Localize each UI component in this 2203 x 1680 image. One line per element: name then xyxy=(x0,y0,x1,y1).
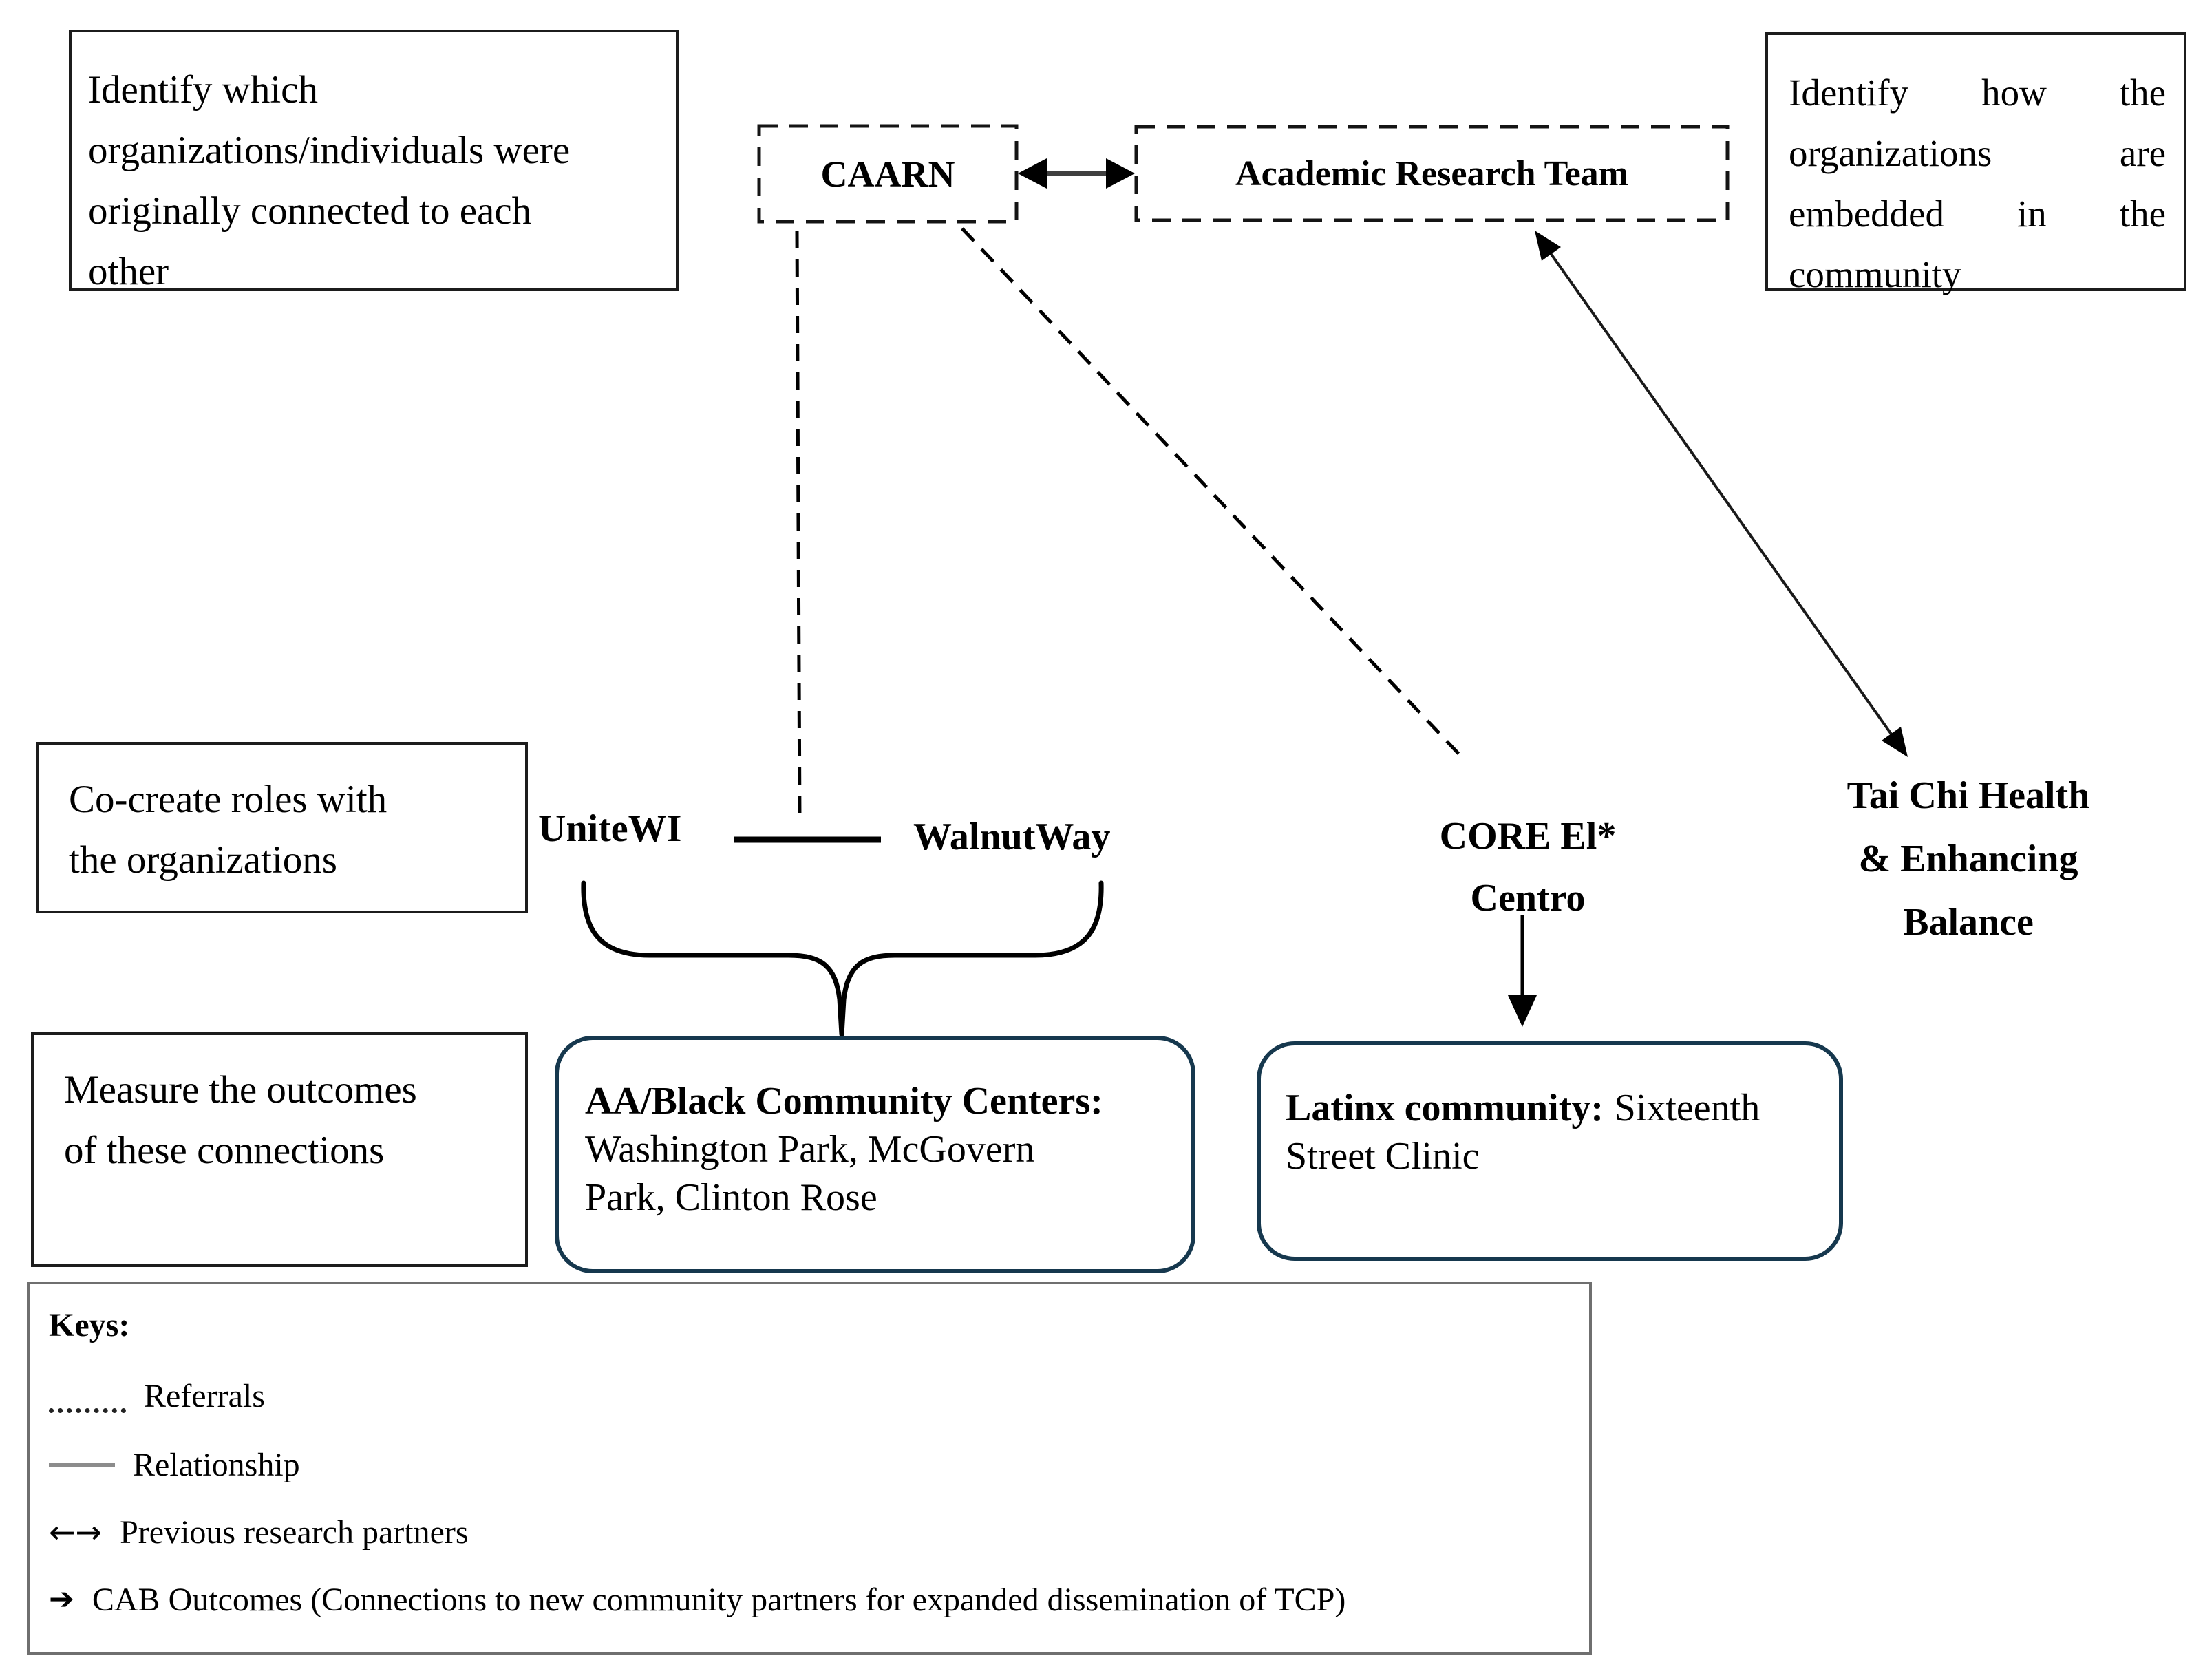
node-caarn-label: CAARN xyxy=(820,153,955,195)
annotation-line: embedded in the xyxy=(1789,193,2166,235)
legend-label: Referrals xyxy=(144,1377,265,1414)
annotation-cocreate xyxy=(36,742,528,913)
art-taichi-double-arrow-icon xyxy=(1535,231,1908,757)
grouping-brace-icon xyxy=(584,883,1101,1034)
legend-label: CAB Outcomes (Connections to new community partners for expanded dissemination of TCP) xyxy=(92,1581,1346,1618)
legend-title: Keys: xyxy=(49,1307,130,1343)
annotation-line: Measure the outcomes xyxy=(64,1068,417,1112)
aa-black-title: AA/Black Community Centers: xyxy=(585,1080,1103,1123)
legend-item-relationship xyxy=(49,1444,300,1485)
annotation-identify-embedded xyxy=(1765,32,2186,295)
node-walnutway-label: WalnutWay xyxy=(913,816,1111,858)
core-latinx-arrow-icon xyxy=(1508,915,1537,1027)
annotation-identify-connections xyxy=(69,30,679,291)
legend-label: Previous research partners xyxy=(120,1513,469,1551)
node-taichi-line: Balance xyxy=(1903,901,2034,944)
node-caarn xyxy=(759,126,1017,222)
node-core-line: Centro xyxy=(1470,877,1586,919)
node-unitewi-label: UniteWI xyxy=(538,807,682,850)
dotted-line-icon xyxy=(49,1390,126,1413)
legend-box xyxy=(27,1282,1592,1655)
node-walnutway xyxy=(913,815,1110,859)
node-core-line: CORE El* xyxy=(1439,815,1617,858)
legend-item-previous-research-partners xyxy=(49,1511,469,1553)
caarn-core-referral-line xyxy=(962,228,1462,757)
annotation-line: of these connections xyxy=(64,1129,385,1172)
node-academic-research-team xyxy=(1136,127,1727,220)
annotation-line: organizations are xyxy=(1789,132,2166,174)
outcome-box-latinx-community xyxy=(1257,1041,1843,1261)
legend-item-cab-outcomes xyxy=(49,1579,1345,1620)
annotation-line: organizations/individuals were xyxy=(88,129,571,172)
aa-black-body: Washington Park, McGovern Park, Clinton Rose xyxy=(585,1128,1035,1219)
double-arrow-icon: ←→ xyxy=(49,1513,103,1551)
solid-line-icon xyxy=(49,1463,115,1467)
node-taichi-line: & Enhancing xyxy=(1858,838,2078,880)
caarn-unitewi-referral-line xyxy=(797,231,800,820)
legend-label: Relationship xyxy=(133,1446,300,1483)
outcome-box-aa-black-community-centers xyxy=(555,1036,1195,1273)
node-art-label: Academic Research Team xyxy=(1235,153,1628,193)
annotation-line: Co-create roles with xyxy=(69,778,387,821)
legend-item-referrals xyxy=(49,1375,265,1416)
annotation-line: Identify how the xyxy=(1789,72,2166,114)
node-taichi-line: Tai Chi Health xyxy=(1847,774,2090,817)
annotation-line: Identify which xyxy=(88,68,318,111)
annotation-measure xyxy=(31,1032,528,1267)
node-tai-chi xyxy=(1803,764,2133,954)
annotation-line: other xyxy=(88,250,169,293)
annotation-line: community xyxy=(1789,253,1961,295)
caarn-art-double-arrow-icon xyxy=(1018,158,1135,189)
node-core-el-centro xyxy=(1411,805,1645,929)
latinx-title: Latinx community: xyxy=(1286,1087,1604,1129)
node-unitewi xyxy=(538,807,681,851)
annotation-line: the organizations xyxy=(69,838,337,882)
heavy-right-arrow-icon: ➔ xyxy=(49,1582,74,1617)
annotation-line: originally connected to each xyxy=(88,189,532,233)
latinx-body: Sixteenth Street Clinic xyxy=(1286,1087,1760,1178)
